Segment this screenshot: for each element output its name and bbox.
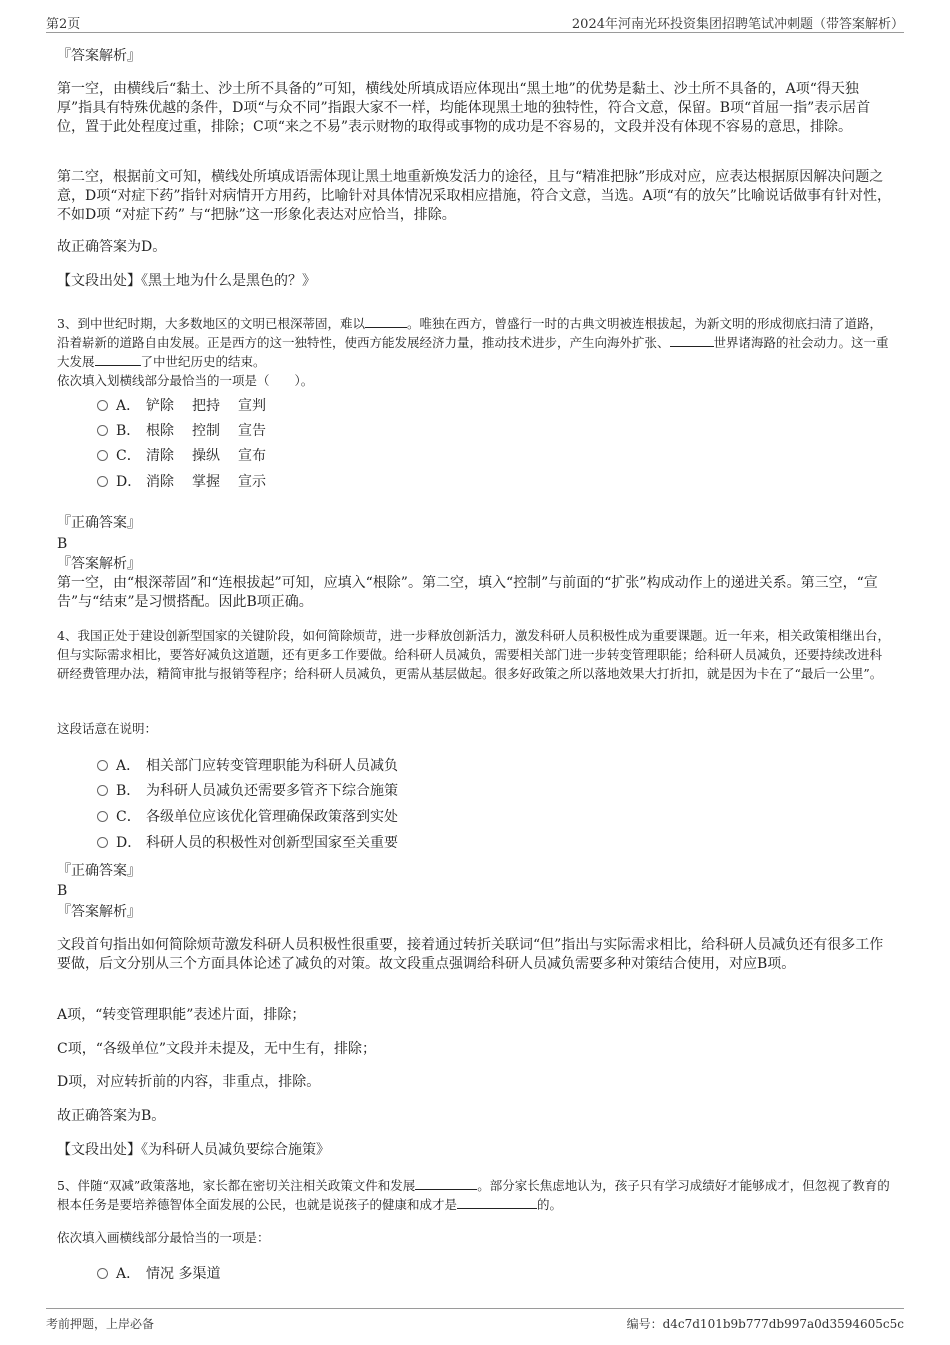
q4-answer-label: 『正确答案』 [57,863,141,879]
q3-prompt: 依次填入划横线部分最恰当的一项是（ ）。 [57,373,314,388]
radio-icon[interactable] [97,400,108,411]
q5-option-a[interactable]: A． 情况 多渠道 [97,1264,220,1284]
prev-analysis-p2: 第二空，根据前文可知，横线处所填成语需体现让黑土地重新焕发活力的途径，且与“精准把脉”形成对应，应表达根据原因解决问题之意，D项“对症下药”指针对病情开方用药，比喻针对具体情况采取相应措施，符合文意，当选。A项“有的放矢”比喻说话做事有针对性，不如D项 “对症下药” 与“把脉”这一形象化表达对应恰当，排除。 [57,169,891,223]
q5-prompt: 依次填入画横线部分最恰当的一项是： [57,1230,270,1245]
prev-source: 【文段出处】《黑土地为什么是黑色的？》 [57,273,316,289]
q4-source: 【文段出处】《为科研人员减负要综合施策》 [57,1142,330,1158]
q4-analysis-c: C项，“各级单位”文段并未提及，无中生有，排除； [57,1041,377,1057]
q3-option-d[interactable]: D． 消除 掌握 宣示 [97,472,284,492]
q4-prompt: 这段话意在说明： [57,721,158,736]
document-code: 编号：d4c7d101b9b777db997a0d3594605c5c [626,1317,904,1331]
prev-analysis-p1: 第一空，由横线后“黏土、沙土所不具备的”可知，横线处所填成语应体现出“黑土地”的优势是黏土、沙土所不具备的，A项“得天独厚”指具有特殊优越的条件，D项“与众不同”指跟大家不一样，均能体现黑土地的独特性，符合文意，保留。B项“首屈一指”表示居首位，置于此处程度过重，排除；C项“来之不易”表示财物的取得或事物的成功是不容易的，文段并没有体现不容易的意思，排除。 [57,81,871,135]
q3-analysis-label: 『答案解析』 [57,556,141,572]
q4-analysis-a: A项，“转变管理职能”表述片面，排除； [57,1007,306,1023]
q4-stem: 4、我国正处于建设创新型国家的关键阶段，如何简除烦苛，进一步释放创新活力，激发科研人员积极性成为重要课题。近一年来，相关政策相继出台，但与实际需求相比，要答好减负这道题，还有更多工作要做。给科研人员减负，需要相关部门进一步转变管理职能；给科研人员减负，还要持续改进科研经费管理办法，精简审批与报销等程序；给科研人员减负，更需从基层做起。很多好政策之所以落地效果大打折扣，就是因为卡在了“最后一公里”。 [57,628,890,681]
q5-blank-1 [415,1189,477,1190]
q5-blank-2 [457,1208,537,1209]
page-footer [46,1308,904,1335]
q3-stem: 3、到中世纪时期，大多数地区的文明已根深蒂固，难以 。唯独在西方，曾盛行一时的古典文明被连根拔起，为新文明的形成彻底扫清了道路，沿着崭新的道路自由发展。正是西方的这一独特性，使西方能发展经济力量，推动技术进步，产生向海外扩张、 世界诸海路的社会动力。这一重大发展 了中世纪历史的结束。 [57,316,889,369]
q3-option-c[interactable]: C． 清除 操纵 宣布 [97,446,284,466]
radio-icon[interactable] [97,760,108,771]
q5-stem: 5、伴随“双减”政策落地，家长都在密切关注相关政策文件和发展 。部分家长焦虑地认为，孩子只有学习成绩好才能够成才，但忽视了教育的根本任务是要培养德智体全面发展的公民，也就是说孩子的健康和成才是 的。 [57,1178,890,1212]
radio-icon[interactable] [97,811,108,822]
radio-icon[interactable] [97,837,108,848]
q4-option-b[interactable]: B． 为科研人员减负还需要多管齐下综合施策 [97,781,398,801]
radio-icon[interactable] [97,1268,108,1279]
q3-blank-2 [670,346,714,347]
q4-analysis-label: 『答案解析』 [57,904,141,920]
document-title: 2024年河南光环投资集团招聘笔试冲刺题（带答案解析） [571,17,904,32]
q3-analysis: 第一空，由“根深蒂固”和“连根拔起”可知，应填入“根除”。第二空，填入“控制”与前面的“扩张”构成动作上的递进关系。第三空，“宣告”与“结束”是习惯搭配。因此B项正确。 [57,575,878,610]
q3-blank-3 [95,365,141,366]
page-header [46,10,904,33]
q3-option-b[interactable]: B． 根除 控制 宣告 [97,421,284,441]
prev-conclusion: 故正确答案为D。 [57,239,167,255]
footer-slogan: 考前押题，上岸必备 [46,1317,155,1331]
q4-answer: B [57,883,68,899]
q4-option-c[interactable]: C． 各级单位应该优化管理确保政策落到实处 [97,807,398,827]
q3-answer-label: 『正确答案』 [57,515,141,531]
radio-icon[interactable] [97,450,108,461]
q3-answer: B [57,536,68,552]
q4-option-a[interactable]: A． 相关部门应转变管理职能为科研人员减负 [97,756,398,776]
q3-blank-1 [365,327,407,328]
q4-analysis-d: D项，对应转折前的内容，非重点，排除。 [57,1074,321,1090]
radio-icon[interactable] [97,785,108,796]
q3-option-a[interactable]: A． 铲除 把持 宣判 [97,396,284,416]
radio-icon[interactable] [97,425,108,436]
page-number: 第2页 [46,17,81,32]
radio-icon[interactable] [97,476,108,487]
prev-analysis-label: 『答案解析』 [57,48,141,64]
q4-option-d[interactable]: D． 科研人员的积极性对创新型国家至关重要 [97,833,398,853]
q4-conclusion: 故正确答案为B。 [57,1108,166,1124]
q4-analysis: 文段首句指出如何简除烦苛激发科研人员积极性很重要，接着通过转折关联词“但”指出与实际需求相比，给科研人员减负还有很多工作要做，后文分别从三个方面具体论述了减负的对策。故文段重点强调给科研人员减负需要多种对策结合使用，对应B项。 [57,937,884,972]
